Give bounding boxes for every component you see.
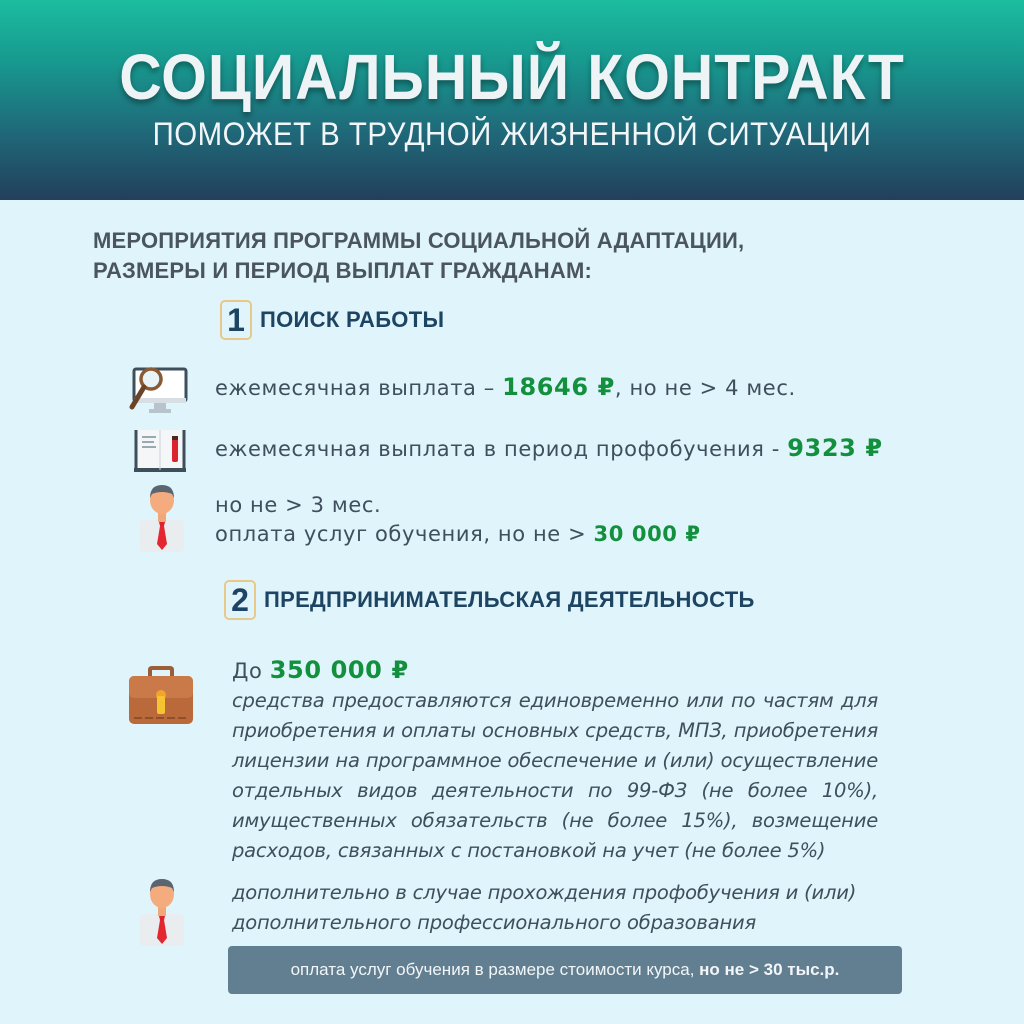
section-number-badge: 1 — [220, 300, 252, 340]
page-title: СОЦИАЛЬНЫЙ КОНТРАКТ — [119, 41, 905, 113]
row-text: ежемесячная выплата в период профобучения - — [215, 437, 788, 461]
row-text: оплата услуг обучения, но не > — [215, 522, 594, 546]
grant-description: средства предоставляются единовременно или по частям для приобретения и оплаты основных средств, МПЗ, приобретения лицензии на программное обеспечение и (или) осуществление отдельных видов деятельности по 99-ФЗ (не более 10%), имущественных обязательств (не более 15%), возмещение расходов, связанных с постановкой на учет (не более 5%) — [232, 689, 878, 862]
payment-row-job-search — [215, 373, 796, 401]
section-title: ПОИСК РАБОТЫ — [260, 307, 445, 332]
header-banner — [0, 0, 1024, 200]
training-note — [232, 878, 878, 938]
amount-value: 30 000 ₽ — [593, 522, 701, 546]
row-text: но не > 3 мес. — [215, 493, 382, 517]
amount-value: 18646 ₽ — [502, 373, 615, 401]
section-1-heading — [220, 300, 444, 340]
page-subtitle: ПОМОЖЕТ В ТРУДНОЙ ЖИЗНЕННОЙ СИТУАЦИИ — [152, 116, 872, 152]
box-text: оплата услуг обучения в размере стоимости курса, — [290, 960, 700, 979]
book-pencil-icon — [134, 428, 186, 474]
amount-value: 350 000 ₽ — [269, 656, 409, 684]
section-title: ПРЕДПРИНИМАТЕЛЬСКАЯ ДЕЯТЕЛЬНОСТЬ — [264, 587, 755, 612]
training-note-line-2: дополнительного профессионального образования — [232, 911, 757, 934]
row-text: До — [232, 659, 270, 683]
person-tie-icon — [138, 482, 186, 552]
amount-value: 9323 ₽ — [787, 434, 883, 462]
intro-line-1: МЕРОПРИЯТИЯ ПРОГРАММЫ СОЦИАЛЬНОЙ АДАПТАЦИИ, — [93, 228, 745, 253]
grant-amount-line — [232, 656, 409, 684]
intro-line-2: РАЗМЕРЫ И ПЕРИОД ВЫПЛАТ ГРАЖДАНАМ: — [93, 258, 593, 283]
row-text: ежемесячная выплата – — [215, 376, 503, 400]
training-note-line-1: дополнительно в случае прохождения профобучения и (или) — [232, 881, 857, 904]
briefcase-icon — [128, 666, 194, 726]
payment-row-training-fee — [215, 522, 701, 546]
payment-row-duration — [215, 493, 381, 517]
section-2-heading — [224, 580, 755, 620]
payment-row-training — [215, 434, 883, 462]
intro-heading — [93, 226, 813, 286]
monitor-search-icon — [128, 366, 190, 416]
training-fee-box — [228, 946, 902, 994]
row-text-suffix: , но не > 4 мес. — [614, 376, 796, 400]
section-number-badge: 2 — [224, 580, 256, 620]
person-tie-icon — [138, 876, 186, 946]
box-bold-text: но не > 30 тыс.р. — [699, 960, 840, 979]
